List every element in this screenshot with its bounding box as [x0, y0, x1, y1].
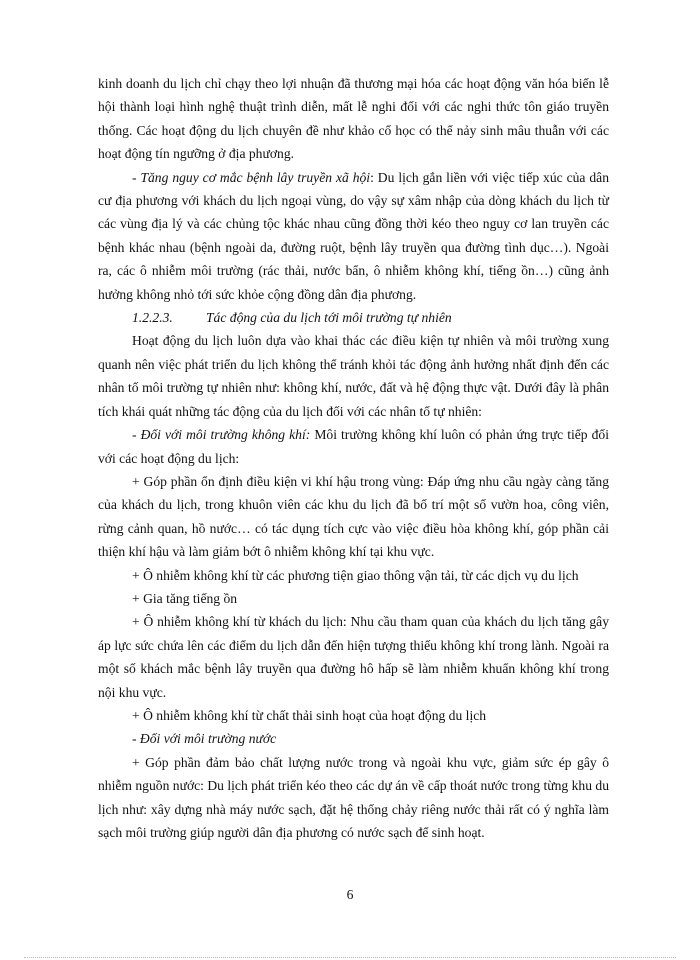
bullet-water-quality: + Góp phần đảm bảo chất lượng nước trong và ngoài khu vực, giảm sức ép gây ô nhiễm nguồn nước: Du lịch phát triển kéo theo các dự án về cấp thoát nước trong từng khu du lịch như: xây dựng nhà máy nước sạch, đặt hệ thống chảy riêng nước thải rất có ý nghĩa làm sạch môi trường giúp người dân địa phương có nước sạch để sinh hoạt.	[98, 754, 609, 840]
page-number: 6	[346, 887, 354, 902]
paragraph-cultural-impact: kinh doanh du lịch chỉ chạy theo lợi nhuận đã thương mại hóa các hoạt động văn hóa biến lễ hội thành loại hình nghệ thuật trình diễn, mất lễ nghi đối với các nghi thức tôn giáo truyền thống. Các hoạt động du lịch chuyên đề như khảo cổ học có thể nảy sinh mâu thuẫn với các hoạt động tín ngưỡng ở địa phương.	[98, 76, 609, 162]
bullet-microclimate: + Góp phần ổn định điều kiện vi khí hậu trong vùng: Đáp ứng nhu cầu ngày càng tăng của khách du lịch, trong khuôn viên các khu du lịch đã bố trí một số vườn hoa, công viên, rừng cảnh quan, hồ nước… có tác dụng tích cực vào việc điều hòa không khí, góp phần cải thiện khí hậu và làm giảm bớt ô nhiễm không khí tại khu vực.	[98, 473, 609, 560]
section-number: 1.2.2.3.	[132, 310, 173, 326]
water-lead: - Đối với môi trường nước	[132, 731, 277, 747]
paragraph-air	[98, 423, 609, 470]
page-bottom-rule	[24, 957, 676, 958]
paragraph-water	[98, 727, 609, 750]
bullet-tourist-pollution: + Ô nhiễm không khí từ khách du lịch: Nhu cầu tham quan của khách du lịch tăng gây áp lực sức chứa lên các điểm du lịch dẫn đến hiện tượng thiếu không khí trong lành. Ngoài ra một số khách mắc bệnh lây truyền qua đường hô hấp sẽ làm nhiễm khuẩn không khí trong nội khu vực.	[98, 614, 609, 700]
air-body: Môi trường không khí luôn có phản ứng trực tiếp đối với các hoạt động du lịch:	[98, 427, 609, 466]
document-page	[98, 72, 609, 844]
bullet-transport-pollution: + Ô nhiễm không khí từ các phương tiện giao thông vận tải, từ các dịch vụ du lịch	[132, 567, 579, 583]
disease-risk-lead: - Tăng nguy cơ mắc bệnh lây truyền xã hội	[132, 169, 371, 185]
paragraph-disease-risk	[98, 166, 609, 306]
section-heading	[98, 306, 609, 329]
bullet-waste-pollution: + Ô nhiễm không khí từ chất thải sinh hoạt của hoạt động du lịch	[132, 707, 487, 723]
paragraph-natural-intro: Hoạt động du lịch luôn dựa vào khai thác các điều kiện tự nhiên và môi trường xung quanh nên việc phát triển du lịch không thể tránh khỏi tác động ảnh hưởng nhất định đến các nhân tố môi trường tự nhiên như: không khí, nước, đất và hệ động thực vật. Dưới đây là phân tích khái quát những tác động của du lịch đối với các nhân tố tự nhiên:	[98, 333, 609, 419]
section-title: Tác động của du lịch tới môi trường tự nhiên	[206, 310, 452, 326]
disease-risk-body: : Du lịch gắn liền với việc tiếp xúc của dân cư địa phương với khách du lịch ngoại vùng, do vậy sự xâm nhập của dòng khách du lịch từ các vùng địa lý và các chủng tộc khác nhau cũng đồng thời kéo theo nguy cơ lan truyền các bệnh khác nhau (bệnh ngoài da, đường ruột, bệnh lây truyền qua đường tình dục…). Ngoài ra, các ô nhiễm môi trường (rác thải, nước bẩn, ô nhiễm không khí, tiếng ồn…) cũng ảnh hưởng không nhỏ tới sức khỏe cộng đồng dân địa phương.	[98, 169, 609, 302]
air-lead: - Đối với môi trường không khí:	[132, 427, 311, 443]
bullet-noise: + Gia tăng tiếng ồn	[132, 590, 238, 606]
